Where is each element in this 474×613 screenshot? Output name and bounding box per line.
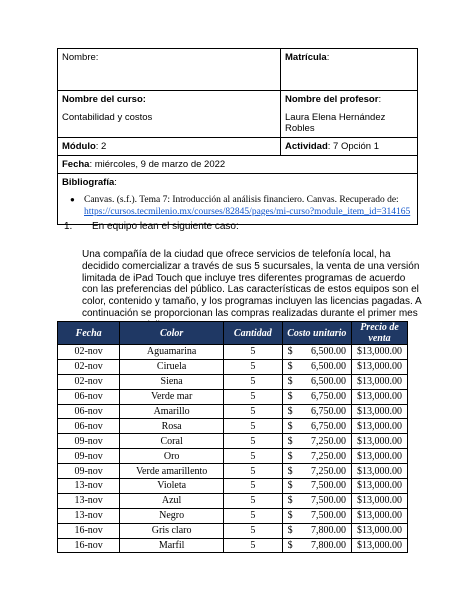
curso-value: Contabilidad y costos [62,112,153,123]
case-paragraph: Una compañía de la ciudad que ofrece servicios de telefonía local, ha decidido comercializar a través de sus 5 sucursales, la venta de una versión limitada de iPad Touch que incluye tres diferentes programas de acuerdo con las preferencias del público. Las características de estos equipos son el color, contenido y tamaño, y los programas incluyen las licencias pagadas. A continuación se proporcionan las compras realizadas durante el primer mes [82,249,422,319]
bibliografia-cell: Bibliografía: ● Canvas. (s.f.). Tema 7: Introducción al análisis financiero. Canvas. Recuperado de: https://cursos.tecmilenio.mx/courses/82845/pages/mi-curso?module_item_id=314165 [58,174,418,225]
precio-value: 13,000.00 [362,406,402,417]
currency-symbol: $ [357,346,362,358]
cell-costo [282,538,351,553]
cell-precio [352,434,408,449]
cell-fecha: 06-nov [58,389,120,404]
info-table [57,48,418,225]
currency-symbol: $ [357,420,362,432]
cell-costo [282,493,351,508]
cell-color: Negro [120,508,224,523]
question-number: 1. [64,221,73,232]
currency-symbol: $ [287,420,293,432]
curso-label: Nombre del curso: [62,94,146,105]
precio-value: 13,000.00 [362,435,402,447]
cell-fecha: 09-nov [58,464,120,479]
cell-color: Coral [120,434,224,449]
bullet-icon: ● [70,195,75,204]
cell-color: Oro [120,449,224,464]
modulo-cell: Módulo: 2 [58,138,281,156]
table-row [58,404,408,419]
table-row [58,493,408,508]
bib-text: Canvas. (s.f.). Tema 7: Introducción al análisis financiero. Canvas. Recuperado de: [84,195,399,205]
precio-value: 13,000.00 [362,525,402,537]
cell-precio [352,523,408,538]
cell-cantidad: 5 [224,508,283,523]
precio-value: 13,000.00 [362,540,402,552]
table-row [58,359,408,374]
costo-value: 6,750.00 [311,406,346,417]
cell-color: Gris claro [120,523,224,538]
cell-costo [282,508,351,523]
costo-value: 7,250.00 [311,435,346,447]
currency-symbol: $ [357,465,362,477]
costo-value: 7,250.00 [311,465,346,477]
cell-color: Ciruela [120,359,224,374]
cell-cantidad: 5 [224,345,283,360]
currency-symbol: $ [287,495,293,507]
precio-value: 13,000.00 [362,361,402,373]
cell-precio [352,389,408,404]
table-row [58,523,408,538]
cell-costo [282,389,351,404]
cell-color: Amarillo [120,404,224,419]
currency-symbol: $ [287,540,293,552]
costo-value: 7,500.00 [311,495,346,507]
currency-symbol: $ [287,361,293,373]
costo-value: 6,500.00 [311,346,346,358]
cell-color: Marfil [120,538,224,553]
cell-cantidad: 5 [224,493,283,508]
currency-symbol: $ [357,480,362,492]
table-row [58,345,408,360]
modulo-label: Módulo [62,141,96,152]
currency-symbol: $ [287,480,293,492]
cell-precio [352,508,408,523]
precio-value: 13,000.00 [362,376,402,388]
header-fecha: Fecha [58,322,120,345]
cell-costo [282,479,351,494]
precio-value: 13,000.00 [362,420,402,432]
costo-value: 6,500.00 [311,361,346,373]
currency-symbol: $ [287,435,293,447]
cell-cantidad: 5 [224,389,283,404]
precio-value: 13,000.00 [362,346,402,358]
actividad-value: 7 Opción 1 [333,141,379,152]
cell-color: Siena [120,374,224,389]
cell-precio [352,419,408,434]
cell-precio [352,404,408,419]
precio-value: 13,000.00 [362,510,402,522]
currency-symbol: $ [287,450,293,462]
currency-symbol: $ [357,450,362,462]
question-heading [64,221,239,232]
cell-color: Verde amarillento [120,464,224,479]
cell-cantidad: 5 [224,464,283,479]
currency-symbol: $ [287,525,293,537]
table-row [58,374,408,389]
currency-symbol: $ [287,391,293,403]
cell-precio [352,359,408,374]
fecha-cell: Fecha: miércoles, 9 de marzo de 2022 [58,156,418,174]
cell-cantidad: 5 [224,374,283,389]
table-row [58,449,408,464]
costo-value: 7,800.00 [311,540,346,552]
costo-value: 6,500.00 [311,376,346,388]
table-row [58,508,408,523]
cell-color: Rosa [120,419,224,434]
currency-symbol: $ [357,391,362,403]
header-costo: Costo unitario [282,322,351,345]
cell-cantidad: 5 [224,449,283,464]
cell-costo [282,464,351,479]
bib-item [62,194,413,218]
cell-color: Aguamarina [120,345,224,360]
cell-precio [352,449,408,464]
costo-value: 6,750.00 [311,391,346,403]
curso-cell [58,91,281,138]
currency-symbol: $ [357,495,362,507]
currency-symbol: $ [287,346,293,358]
cell-cantidad: 5 [224,479,283,494]
currency-symbol: $ [357,510,362,522]
cell-fecha: 09-nov [58,449,120,464]
table-row [58,538,408,553]
currency-symbol: $ [357,525,362,537]
table-row [58,464,408,479]
cell-fecha: 09-nov [58,434,120,449]
cell-costo [282,359,351,374]
precio-value: 13,000.00 [362,465,402,477]
precio-value: 13,000.00 [362,480,402,492]
actividad-cell: Actividad: 7 Opción 1 [281,138,418,156]
cell-color: Azul [120,493,224,508]
nombre-label: Nombre [62,52,96,63]
cell-precio [352,374,408,389]
profesor-cell: Nombre del profesor: Laura Elena Hernández Robles [281,91,418,138]
cell-precio [352,493,408,508]
costo-value: 7,500.00 [311,480,346,492]
profesor-label: Nombre del profesor [285,94,379,105]
currency-symbol: $ [287,510,293,522]
cell-fecha: 16-nov [58,538,120,553]
currency-symbol: $ [357,435,362,447]
header-precio: Precio de venta [352,322,408,345]
currency-symbol: $ [287,376,293,388]
fecha-value: miércoles, 9 de marzo de 2022 [94,159,226,170]
precio-value: 13,000.00 [362,450,402,462]
cell-fecha: 13-nov [58,479,120,494]
costo-value: 7,800.00 [311,525,346,537]
precio-value: 13,000.00 [362,391,402,403]
profesor-value: Laura Elena Hernández Robles [285,112,386,134]
precio-value: 13,000.00 [362,495,402,507]
nombre-cell: Nombre: [58,49,281,91]
currency-symbol: $ [357,361,362,373]
cell-fecha: 02-nov [58,374,120,389]
fecha-label: Fecha [62,159,90,170]
question-title: En equipo lean el siguiente caso: [92,221,239,232]
cell-costo [282,404,351,419]
cell-cantidad: 5 [224,523,283,538]
cell-fecha: 02-nov [58,359,120,374]
cell-color: Violeta [120,479,224,494]
cell-fecha: 02-nov [58,345,120,360]
cell-fecha: 13-nov [58,508,120,523]
cell-costo [282,374,351,389]
cell-cantidad: 5 [224,434,283,449]
cell-fecha: 06-nov [58,404,120,419]
cell-precio [352,464,408,479]
cell-costo [282,419,351,434]
matricula-cell: Matrícula: [281,49,418,91]
table-row [58,434,408,449]
currency-symbol: $ [357,406,362,417]
currency-symbol: $ [357,540,362,552]
sales-table [57,321,408,553]
cell-costo [282,345,351,360]
cell-costo [282,449,351,464]
modulo-value: 2 [101,141,107,152]
currency-symbol: $ [287,406,293,417]
cell-color: Verde mar [120,389,224,404]
currency-symbol: $ [357,376,362,388]
sales-header-row [58,322,408,345]
cell-cantidad: 5 [224,404,283,419]
cell-fecha: 06-nov [58,419,120,434]
costo-value: 7,250.00 [311,450,346,462]
header-cantidad: Cantidad [224,322,283,345]
cell-cantidad: 5 [224,419,283,434]
table-row [58,389,408,404]
actividad-label: Actividad [285,141,328,152]
table-row [58,479,408,494]
matricula-label: Matrícula [285,52,327,63]
cell-precio [352,479,408,494]
cell-fecha: 16-nov [58,523,120,538]
cell-precio [352,538,408,553]
costo-value: 6,750.00 [311,420,346,432]
cell-fecha: 13-nov [58,493,120,508]
bib-link[interactable]: https://cursos.tecmilenio.mx/courses/82845/pages/mi-curso?module_item_id=314165 [84,207,411,217]
costo-value: 7,500.00 [311,510,346,522]
cell-cantidad: 5 [224,359,283,374]
cell-cantidad: 5 [224,538,283,553]
currency-symbol: $ [287,465,293,477]
bibliografia-label: Bibliografía [62,177,115,188]
cell-costo [282,523,351,538]
table-row [58,419,408,434]
header-color: Color [120,322,224,345]
cell-costo [282,434,351,449]
cell-precio [352,345,408,360]
